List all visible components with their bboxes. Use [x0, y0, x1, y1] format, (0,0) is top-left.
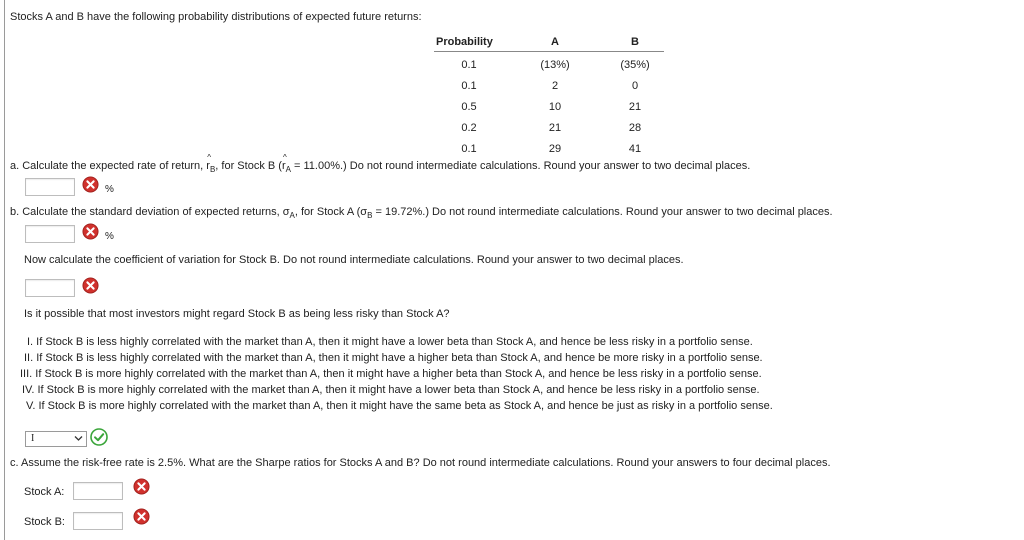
cell-probability: 0.2: [461, 122, 477, 134]
cell-b: 41: [628, 143, 642, 155]
cell-probability: 0.1: [461, 59, 477, 71]
cell-probability: 0.1: [461, 80, 477, 92]
cell-b: 28: [628, 122, 642, 134]
cell-probability: 0.5: [461, 101, 477, 113]
answer-dropdown[interactable]: [25, 431, 87, 447]
table-row: [434, 136, 664, 157]
option-ii: II. If Stock B is less highly correlated with the market than A, then it might have a higher beta than Stock A, and hence be more risky in a portfolio sense.: [24, 352, 763, 364]
incorrect-icon: [133, 478, 150, 495]
question-b: b. Calculate the standard deviation of expected returns, $\sigma_A$, for Stock A $(\sigma_B = 19.72\%.)$ Do not round intermediate calculations. Round your answer to two decimal places.: [10, 206, 833, 221]
incorrect-icon: [82, 223, 99, 240]
cv-input[interactable]: [25, 279, 75, 297]
incorrect-icon: [82, 176, 99, 193]
cell-a: (13%): [540, 59, 570, 71]
cell-a: 29: [548, 143, 562, 155]
incorrect-icon: [82, 277, 99, 294]
cell-probability: 0.1: [461, 143, 477, 155]
r-hat-symbol: ^ r: [206, 160, 210, 172]
table-header: [434, 34, 664, 52]
cv-question: Now calculate the coefficient of variation for Stock B. Do not round intermediate calculations. Round your answer to two decimal places.: [24, 254, 684, 266]
sharpe-a-input[interactable]: [73, 482, 123, 500]
option-v: V. If Stock B is more highly correlated with the market than A, then it might have the same beta as Stock A, and hence be just as risky in a portfolio sense.: [26, 400, 773, 412]
header-a: A: [551, 36, 559, 48]
question-c: c. Assume the risk-free rate is 2.5%. What are the Sharpe ratios for Stocks A and B? Do not round intermediate calculations. Round your answers to four decimal places.: [10, 457, 831, 469]
table-row: [434, 94, 664, 115]
chevron-down-icon: [74, 435, 83, 442]
cell-a: 10: [548, 101, 562, 113]
left-border: [4, 0, 5, 540]
percent-unit: %: [105, 231, 114, 242]
probability-table: [434, 34, 664, 157]
cell-b: 21: [628, 101, 642, 113]
cell-a: 21: [548, 122, 562, 134]
std-dev-a-input[interactable]: [25, 225, 75, 243]
cell-b: (35%): [620, 59, 650, 71]
option-iii: III. If Stock B is more highly correlated with the market than A, then it might have a higher beta than Stock A, and hence be less risky in a portfolio sense.: [20, 368, 762, 380]
table-row: [434, 73, 664, 94]
sharpe-b-input[interactable]: [73, 512, 123, 530]
correct-check-icon: [90, 428, 108, 446]
cell-a: 2: [551, 80, 559, 92]
cell-b: 0: [631, 80, 639, 92]
table-row: [434, 115, 664, 136]
risk-question: Is it possible that most investors might regard Stock B as being less risky than Stock A?: [24, 308, 450, 320]
header-b: B: [631, 36, 639, 48]
dropdown-value: I: [31, 433, 35, 444]
table-row: [434, 52, 664, 73]
stock-a-label: Stock A:: [24, 486, 65, 498]
stock-b-label: Stock B:: [24, 516, 65, 528]
question-a: a. Calculate the expected rate of return, ^ $r_B$, for Stock B (^ $r_A = 11.00\%$.) Do not round intermediate calculations. Round your answer to two decimal places.: [10, 160, 750, 174]
option-i: I. If Stock B is less highly correlated with the market than A, then it might have a lower beta than Stock A, and hence be less risky in a portfolio sense.: [27, 336, 753, 348]
problem-intro: Stocks A and B have the following probability distributions of expected future returns:: [10, 11, 422, 23]
incorrect-icon: [133, 508, 150, 525]
expected-return-b-input[interactable]: [25, 178, 75, 196]
percent-unit: %: [105, 184, 114, 195]
option-iv: IV. If Stock B is more highly correlated with the market than A, then it might have a lower beta than Stock A, and hence be less risky in a portfolio sense.: [22, 384, 760, 396]
header-probability: Probability: [436, 36, 493, 48]
